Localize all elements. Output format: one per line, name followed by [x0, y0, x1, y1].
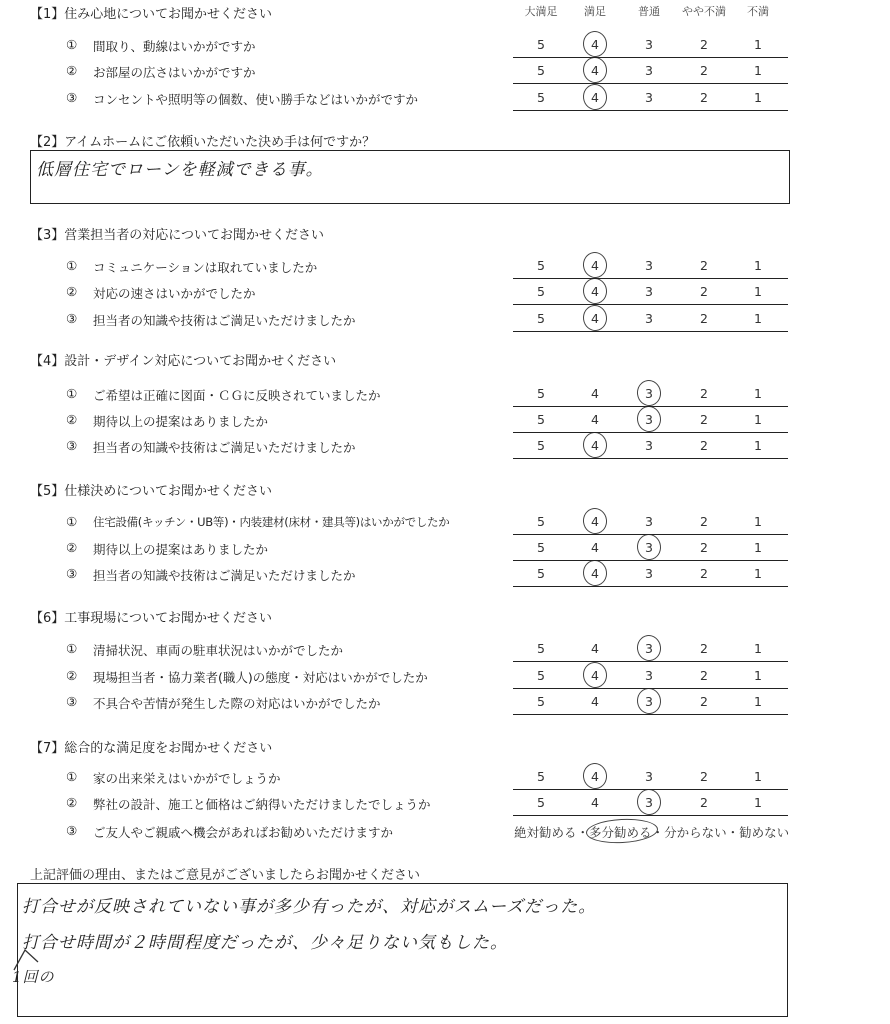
question-text: コミュニケーションは取れていましたか [93, 260, 318, 275]
section-5-title: 【5】仕様決めについてお聞かせください [30, 484, 273, 499]
answer-circle [581, 660, 608, 689]
question-number: ② [66, 284, 78, 299]
score-value: 2 [700, 258, 708, 273]
score-value: 4 [591, 284, 599, 299]
score-value: 1 [754, 438, 762, 453]
score-value: 3 [645, 566, 653, 581]
question-number: ① [66, 386, 78, 401]
answer-circle [635, 532, 662, 561]
score-value: 1 [754, 90, 762, 105]
row-underline [513, 789, 788, 790]
question-number: ① [66, 514, 78, 529]
question-text: 家の出来栄えはいかがでしょうか [93, 771, 281, 786]
score-value: 1 [754, 641, 762, 656]
score-value: 5 [537, 412, 545, 427]
question-text: 期待以上の提案はありましたか [93, 542, 269, 557]
recommend-option: 勧めない [739, 825, 790, 840]
question-text: 担当者の知識や技術はご満足いただけましたか [93, 568, 356, 583]
header-very-satisfied: 大満足 [524, 5, 558, 18]
score-value: 1 [754, 258, 762, 273]
score-value: 3 [645, 694, 653, 709]
score-value: 5 [537, 90, 545, 105]
row-underline [513, 432, 788, 433]
section-1-title: 【1】住み心地についてお聞かせください [30, 7, 273, 22]
answer-circle [635, 686, 662, 715]
question-text: ご希望は正確に図面・ＣＧに反映されていましたか [93, 388, 381, 403]
score-value: 3 [645, 37, 653, 52]
question-text: コンセントや照明等の個数、使い勝手などはいかがですか [93, 92, 419, 107]
answer-circle [635, 787, 662, 816]
question-text: ご友人やご親戚へ機会があればお勧めいただけますか [93, 825, 394, 840]
score-value: 4 [591, 438, 599, 453]
score-value: 1 [754, 769, 762, 784]
score-value: 3 [645, 311, 653, 326]
score-value: 2 [700, 668, 708, 683]
row-underline [513, 406, 788, 407]
score-value: 2 [700, 284, 708, 299]
row-underline [513, 304, 788, 305]
score-value: 5 [537, 284, 545, 299]
question-number: ② [66, 540, 78, 555]
comments-title: 上記評価の理由、またはご意見がございましたらお聞かせください [30, 868, 421, 883]
score-value: 2 [700, 694, 708, 709]
score-value: 5 [537, 694, 545, 709]
score-value: 2 [700, 514, 708, 529]
row-underline [513, 331, 788, 332]
question-number: ① [66, 641, 78, 656]
score-value: 4 [591, 90, 599, 105]
score-value: 5 [537, 668, 545, 683]
question-number: ① [66, 258, 78, 273]
score-value: 5 [537, 258, 545, 273]
score-value: 3 [645, 540, 653, 555]
score-value: 4 [591, 694, 599, 709]
score-value: 1 [754, 63, 762, 78]
comment-line-2: 打合せ時間が２時間程度だったが、少々足りない気もした。 [22, 933, 508, 953]
score-value: 3 [645, 284, 653, 299]
question-number: ③ [66, 694, 78, 709]
score-value: 1 [754, 284, 762, 299]
score-value: 1 [754, 694, 762, 709]
answer-circle [581, 303, 608, 332]
score-value: 4 [591, 63, 599, 78]
score-value: 5 [537, 514, 545, 529]
section-7-title: 【7】総合的な満足度をお聞かせください [30, 741, 273, 756]
score-value: 4 [591, 412, 599, 427]
score-value: 2 [700, 386, 708, 401]
score-value: 2 [700, 63, 708, 78]
score-value: 3 [645, 258, 653, 273]
score-value: 4 [591, 540, 599, 555]
score-value: 5 [537, 540, 545, 555]
answer-circle [581, 506, 608, 535]
score-value: 1 [754, 514, 762, 529]
score-value: 2 [700, 540, 708, 555]
question-number: ③ [66, 823, 78, 838]
recommend-option: 多分勧める [589, 825, 652, 840]
question-text: 期待以上の提案はありましたか [93, 414, 269, 429]
score-value: 5 [537, 641, 545, 656]
row-underline [513, 458, 788, 459]
score-value: 3 [645, 795, 653, 810]
question-text: 不具合や苦情が発生した際の対応はいかがでしたか [93, 696, 381, 711]
score-value: 2 [700, 795, 708, 810]
comment-line-1: 打合せが反映されていない事が多少有ったが、対応がスムーズだった。 [22, 897, 597, 917]
section-2-title: 【2】アイムホームにご依頼いただいた決め手は何ですか？ [30, 135, 376, 150]
question-number: ① [66, 37, 78, 52]
question-number: ③ [66, 438, 78, 453]
section-6-title: 【6】工事現場についてお聞かせください [30, 611, 273, 626]
row-underline [513, 534, 788, 535]
answer-circle [581, 761, 608, 790]
score-value: 2 [700, 90, 708, 105]
question-text: 対応の速さはいかがでしたか [93, 286, 256, 301]
score-value: 5 [537, 37, 545, 52]
question-number: ① [66, 769, 78, 784]
question-number: ② [66, 412, 78, 427]
score-value: 4 [591, 566, 599, 581]
section-3-title: 【3】営業担当者の対応についてお聞かせください [30, 228, 325, 243]
score-value: 4 [591, 795, 599, 810]
question-number: ② [66, 795, 78, 810]
score-value: 3 [645, 514, 653, 529]
decision-factor-answer: 低層住宅でローンを軽減できる事。 [36, 160, 324, 180]
row-underline [513, 815, 788, 816]
score-value: 5 [537, 386, 545, 401]
answer-circle [581, 430, 608, 459]
score-value: 1 [754, 311, 762, 326]
score-value: 3 [645, 769, 653, 784]
comment-insert: 1回の [12, 968, 55, 986]
score-value: 5 [537, 795, 545, 810]
score-value: 4 [591, 769, 599, 784]
row-underline [513, 688, 788, 689]
score-value: 5 [537, 566, 545, 581]
question-number: ③ [66, 311, 78, 326]
score-value: 1 [754, 540, 762, 555]
row-underline [513, 278, 788, 279]
score-value: 3 [645, 386, 653, 401]
score-value: 4 [591, 386, 599, 401]
question-text: お部屋の広さはいかがですか [93, 65, 256, 80]
row-underline [513, 661, 788, 662]
header-satisfied: 満足 [584, 5, 606, 18]
score-value: 5 [537, 438, 545, 453]
score-value: 4 [591, 668, 599, 683]
question-number: ③ [66, 566, 78, 581]
row-underline [513, 83, 788, 84]
answer-circle [581, 29, 608, 58]
score-value: 5 [537, 769, 545, 784]
score-value: 3 [645, 668, 653, 683]
row-underline [513, 560, 788, 561]
score-value: 3 [645, 63, 653, 78]
score-value: 1 [754, 386, 762, 401]
header-normal: 普通 [638, 5, 660, 18]
score-value: 3 [645, 412, 653, 427]
recommend-option: 分からない [664, 825, 727, 840]
header-dissatisfied: 不満 [747, 5, 769, 18]
score-value: 4 [591, 37, 599, 52]
question-text: 住宅設備(キッチン・UB等)・内装建材(床材・建具等)はいかがでしたか [93, 515, 450, 529]
score-value: 2 [700, 566, 708, 581]
score-value: 4 [591, 311, 599, 326]
score-value: 2 [700, 311, 708, 326]
score-value: 1 [754, 668, 762, 683]
question-text: 担当者の知識や技術はご満足いただけましたか [93, 313, 356, 328]
score-value: 3 [645, 90, 653, 105]
recommend-options: 絶対勧める・多分勧める・分からない・勧めない [514, 825, 790, 840]
question-number: ② [66, 63, 78, 78]
question-text: 清掃状況、車両の駐車状況はいかがでしたか [93, 643, 344, 658]
score-value: 3 [645, 438, 653, 453]
row-underline [513, 57, 788, 58]
row-underline [513, 586, 788, 587]
row-underline [513, 110, 788, 111]
header-somewhat-dissatisfied: やや不満 [682, 5, 726, 18]
score-value: 2 [700, 412, 708, 427]
answer-circle [581, 55, 608, 84]
question-text: 弊社の設計、施工と価格はご納得いただけましたでしょうか [93, 797, 431, 812]
score-value: 3 [645, 641, 653, 656]
question-number: ③ [66, 90, 78, 105]
question-number: ② [66, 668, 78, 683]
recommend-option: 絶対勧める [514, 825, 577, 840]
score-value: 1 [754, 37, 762, 52]
answer-circle [581, 558, 608, 587]
question-text: 現場担当者・協力業者(職人)の態度・対応はいかがでしたか [93, 670, 428, 685]
score-value: 5 [537, 311, 545, 326]
score-value: 2 [700, 37, 708, 52]
score-value: 2 [700, 769, 708, 784]
answer-circle [581, 276, 608, 305]
score-value: 4 [591, 514, 599, 529]
row-underline [513, 714, 788, 715]
score-value: 2 [700, 438, 708, 453]
score-value: 4 [591, 641, 599, 656]
answer-circle [581, 82, 608, 111]
answer-circle [635, 378, 662, 407]
score-value: 1 [754, 795, 762, 810]
answer-circle [635, 404, 662, 433]
score-value: 4 [591, 258, 599, 273]
score-value: 1 [754, 412, 762, 427]
score-value: 5 [537, 63, 545, 78]
question-text: 担当者の知識や技術はご満足いただけましたか [93, 440, 356, 455]
answer-circle [581, 250, 608, 279]
section-4-title: 【4】設計・デザイン対応についてお聞かせください [30, 354, 337, 369]
score-value: 1 [754, 566, 762, 581]
answer-circle [635, 633, 662, 662]
question-text: 間取り、動線はいかがですか [93, 39, 256, 54]
score-value: 2 [700, 641, 708, 656]
